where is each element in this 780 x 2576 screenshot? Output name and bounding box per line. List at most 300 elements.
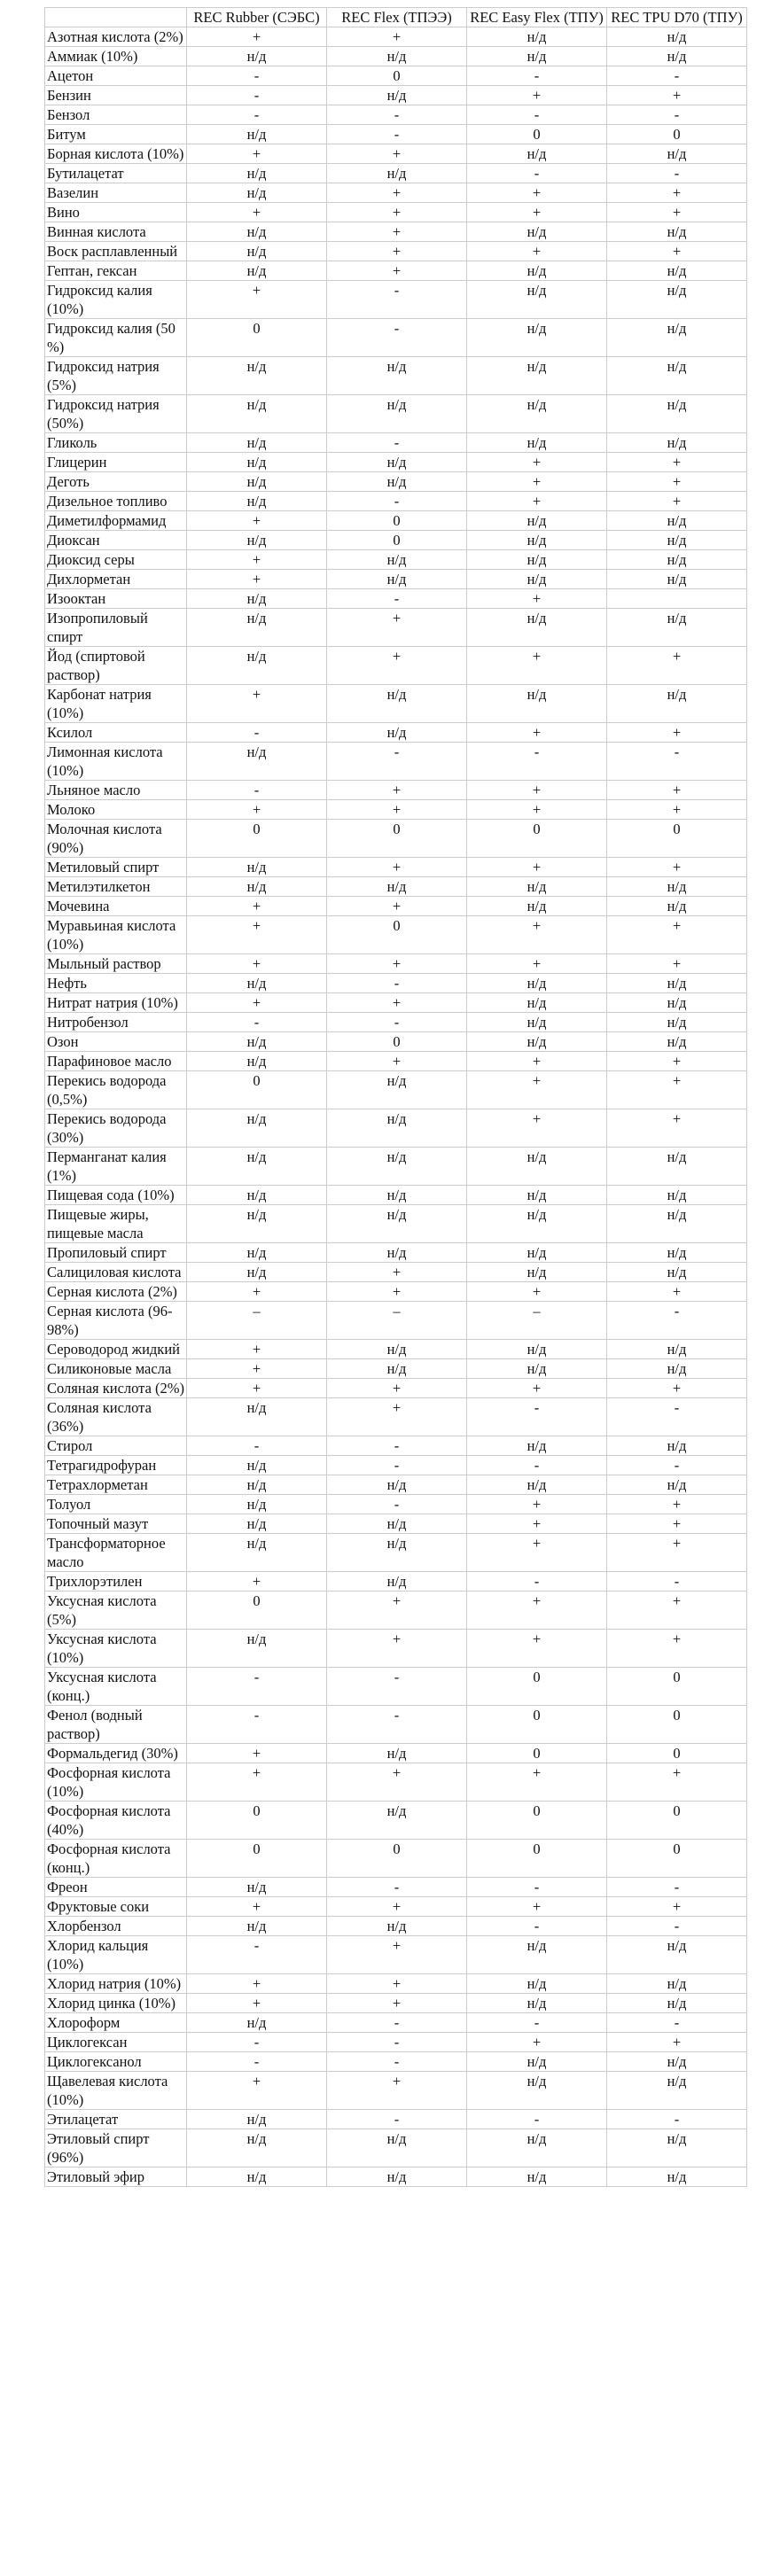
resistance-value: + (187, 570, 327, 589)
resistance-value: н/д (327, 1148, 467, 1186)
table-row (45, 1205, 747, 1243)
table-row (45, 1148, 747, 1186)
substance-name: Озон (45, 1032, 187, 1052)
substance-name: Молоко (45, 800, 187, 820)
resistance-value: н/д (187, 858, 327, 877)
substance-name: Циклогексанол (45, 2052, 187, 2072)
table-row (45, 27, 747, 47)
substance-name: Азотная кислота (2%) (45, 27, 187, 47)
substance-name: Ксилол (45, 723, 187, 743)
substance-name: Этиловый эфир (45, 2167, 187, 2187)
substance-name: Хлороформ (45, 2013, 187, 2033)
table-row (45, 800, 747, 820)
resistance-value: + (607, 86, 747, 105)
resistance-value: н/д (187, 647, 327, 685)
resistance-value: + (607, 723, 747, 743)
resistance-value: - (327, 281, 467, 319)
resistance-value: н/д (467, 2072, 607, 2110)
resistance-value: + (467, 1534, 607, 1572)
resistance-value: 0 (187, 1802, 327, 1840)
substance-name: Силиконовые масла (45, 1359, 187, 1379)
substance-name: Фосфорная кислота (10%) (45, 1763, 187, 1802)
substance-name: Соляная кислота (2%) (45, 1379, 187, 1398)
resistance-value: н/д (607, 281, 747, 319)
resistance-value: + (327, 1398, 467, 1436)
table-row (45, 2167, 747, 2187)
table-body (45, 27, 747, 2187)
table-row (45, 1032, 747, 1052)
resistance-value: н/д (187, 1630, 327, 1668)
substance-name: Щавелевая кислота (10%) (45, 2072, 187, 2110)
resistance-value: н/д (327, 2167, 467, 2187)
resistance-value: - (607, 105, 747, 125)
substance-name: Трихлорэтилен (45, 1572, 187, 1592)
resistance-value: н/д (467, 27, 607, 47)
resistance-value: + (467, 453, 607, 472)
resistance-value: н/д (607, 993, 747, 1013)
substance-name: Сероводород жидкий (45, 1340, 187, 1359)
table-row (45, 1706, 747, 1744)
resistance-value: - (327, 125, 467, 144)
resistance-value: + (327, 1974, 467, 1994)
resistance-value: – (327, 1302, 467, 1340)
table-row (45, 1359, 747, 1379)
resistance-value: н/д (467, 2052, 607, 2072)
resistance-value: н/д (187, 453, 327, 472)
substance-name: Фенол (водный раствор) (45, 1706, 187, 1744)
resistance-value: + (467, 242, 607, 261)
resistance-value: н/д (327, 2129, 467, 2167)
resistance-value: + (467, 858, 607, 877)
resistance-value: н/д (467, 281, 607, 319)
resistance-value: + (187, 1379, 327, 1398)
resistance-value: + (607, 1630, 747, 1668)
resistance-value: н/д (187, 183, 327, 203)
resistance-value: + (327, 993, 467, 1013)
resistance-value: н/д (187, 242, 327, 261)
resistance-value: + (187, 144, 327, 164)
resistance-value: - (467, 2013, 607, 2033)
resistance-value: + (467, 1379, 607, 1398)
resistance-value: н/д (187, 609, 327, 647)
table-row (45, 1744, 747, 1763)
resistance-value: - (607, 1878, 747, 1897)
resistance-value: + (327, 858, 467, 877)
resistance-value: 0 (607, 820, 747, 858)
resistance-value: н/д (467, 2129, 607, 2167)
resistance-value: н/д (327, 1359, 467, 1379)
table-row (45, 1572, 747, 1592)
resistance-value: + (187, 993, 327, 1013)
substance-name: Диметилформамид (45, 511, 187, 531)
resistance-value: 0 (327, 531, 467, 550)
resistance-value: + (607, 492, 747, 511)
resistance-value: - (467, 1572, 607, 1592)
resistance-value: + (607, 1514, 747, 1534)
table-row (45, 453, 747, 472)
resistance-value: н/д (467, 1340, 607, 1359)
resistance-value: - (327, 492, 467, 511)
substance-name: Аммиак (10%) (45, 47, 187, 66)
resistance-value: н/д (607, 550, 747, 570)
resistance-value: 0 (187, 1592, 327, 1630)
resistance-value: н/д (607, 395, 747, 433)
table-row (45, 261, 747, 281)
table-row (45, 1398, 747, 1436)
substance-name: Пропиловый спирт (45, 1243, 187, 1263)
resistance-value: + (327, 647, 467, 685)
resistance-value: - (607, 1302, 747, 1340)
resistance-value: + (327, 1994, 467, 2013)
table-row (45, 1840, 747, 1878)
table-row (45, 395, 747, 433)
table-row (45, 1668, 747, 1706)
resistance-value: 0 (467, 1802, 607, 1840)
resistance-value: н/д (187, 125, 327, 144)
resistance-value: + (327, 1263, 467, 1282)
resistance-value: + (607, 2033, 747, 2052)
resistance-value: + (187, 1897, 327, 1917)
resistance-value: 0 (327, 511, 467, 531)
resistance-value: 0 (467, 1744, 607, 1763)
substance-name: Фруктовые соки (45, 1897, 187, 1917)
substance-name: Мочевина (45, 897, 187, 916)
table-row (45, 203, 747, 222)
substance-name: Винная кислота (45, 222, 187, 242)
substance-name: Толуол (45, 1495, 187, 1514)
resistance-value: + (467, 1109, 607, 1148)
substance-name: Ацетон (45, 66, 187, 86)
resistance-value: н/д (467, 877, 607, 897)
substance-name: Тетрахлорметан (45, 1475, 187, 1495)
resistance-value: н/д (607, 144, 747, 164)
table-row (45, 877, 747, 897)
table-row (45, 1109, 747, 1148)
table-row (45, 550, 747, 570)
table-row (45, 1052, 747, 1071)
resistance-value: н/д (187, 1534, 327, 1572)
resistance-value: 0 (607, 1840, 747, 1878)
resistance-value: 0 (467, 1706, 607, 1744)
table-row (45, 1592, 747, 1630)
resistance-value: н/д (187, 433, 327, 453)
resistance-value: + (187, 1340, 327, 1359)
resistance-value: - (327, 974, 467, 993)
table-row (45, 1436, 747, 1456)
resistance-value: 0 (187, 1840, 327, 1878)
resistance-value: - (607, 2013, 747, 2033)
resistance-value: н/д (187, 1148, 327, 1186)
resistance-value: + (467, 723, 607, 743)
substance-name: Нитрат натрия (10%) (45, 993, 187, 1013)
resistance-value: 0 (467, 820, 607, 858)
resistance-value: - (327, 1668, 467, 1706)
resistance-value: н/д (607, 897, 747, 916)
resistance-value: + (327, 800, 467, 820)
resistance-value: - (467, 164, 607, 183)
resistance-value: 0 (467, 125, 607, 144)
resistance-value: - (187, 1668, 327, 1706)
resistance-value: + (467, 1495, 607, 1514)
resistance-value: + (467, 86, 607, 105)
substance-name: Воск расплавленный (45, 242, 187, 261)
table-row (45, 1302, 747, 1340)
resistance-value: н/д (327, 472, 467, 492)
substance-name: Перманганат калия (1%) (45, 1148, 187, 1186)
resistance-value: + (187, 2072, 327, 2110)
resistance-value: - (467, 1398, 607, 1436)
resistance-value: н/д (327, 723, 467, 743)
table-row (45, 433, 747, 453)
resistance-value: - (467, 1917, 607, 1936)
resistance-value: н/д (467, 222, 607, 242)
substance-name: Хлорбензол (45, 1917, 187, 1936)
resistance-value: - (327, 319, 467, 357)
resistance-value: + (327, 203, 467, 222)
substance-name: Хлорид кальция (10%) (45, 1936, 187, 1974)
resistance-value: + (327, 2072, 467, 2110)
resistance-value: + (187, 1744, 327, 1763)
resistance-value: н/д (187, 974, 327, 993)
resistance-value: + (327, 1282, 467, 1302)
resistance-value: н/д (607, 222, 747, 242)
resistance-value: + (467, 2033, 607, 2052)
substance-name: Гидроксид калия (50 %) (45, 319, 187, 357)
resistance-value: н/д (467, 1186, 607, 1205)
resistance-value: н/д (607, 27, 747, 47)
resistance-value: - (187, 1936, 327, 1974)
resistance-value: - (327, 743, 467, 781)
substance-name: Фосфорная кислота (конц.) (45, 1840, 187, 1878)
resistance-value: 0 (327, 1032, 467, 1052)
resistance-value: н/д (187, 222, 327, 242)
substance-name: Тетрагидрофуран (45, 1456, 187, 1475)
resistance-value: + (467, 954, 607, 974)
resistance-value: н/д (607, 609, 747, 647)
table-header (45, 8, 747, 27)
resistance-value: н/д (187, 1514, 327, 1534)
resistance-value: н/д (607, 1032, 747, 1052)
resistance-value: н/д (467, 47, 607, 66)
table-row (45, 781, 747, 800)
resistance-value: + (467, 492, 607, 511)
resistance-value: - (607, 743, 747, 781)
resistance-value: н/д (187, 261, 327, 281)
substance-name: Гидроксид натрия (5%) (45, 357, 187, 395)
resistance-value: + (607, 781, 747, 800)
resistance-value: + (187, 685, 327, 723)
resistance-value: + (467, 1763, 607, 1802)
resistance-value: + (327, 1897, 467, 1917)
substance-name: Нефть (45, 974, 187, 993)
resistance-value: н/д (187, 1917, 327, 1936)
resistance-value: + (467, 1630, 607, 1668)
resistance-value: н/д (327, 685, 467, 723)
resistance-value: + (607, 916, 747, 954)
resistance-value: н/д (187, 1186, 327, 1205)
resistance-value: н/д (187, 1205, 327, 1243)
resistance-value: + (187, 511, 327, 531)
table-row (45, 1456, 747, 1475)
substance-name: Борная кислота (10%) (45, 144, 187, 164)
resistance-value: + (467, 203, 607, 222)
resistance-value: н/д (467, 433, 607, 453)
table-row (45, 1897, 747, 1917)
resistance-value: + (327, 1936, 467, 1974)
resistance-value: + (607, 203, 747, 222)
resistance-value: + (607, 453, 747, 472)
resistance-value: + (467, 916, 607, 954)
resistance-value: н/д (467, 685, 607, 723)
table-row (45, 1917, 747, 1936)
substance-name: Серная кислота (96-98%) (45, 1302, 187, 1340)
substance-name: Муравьиная кислота (10%) (45, 916, 187, 954)
resistance-value: + (327, 609, 467, 647)
resistance-value: н/д (187, 1878, 327, 1897)
resistance-value: н/д (607, 1340, 747, 1359)
table-row (45, 1630, 747, 1668)
resistance-value: н/д (607, 685, 747, 723)
substance-name: Пищевая сода (10%) (45, 1186, 187, 1205)
resistance-value: - (187, 1706, 327, 1744)
resistance-value: - (467, 1456, 607, 1475)
table-row (45, 1013, 747, 1032)
resistance-value: н/д (467, 395, 607, 433)
resistance-value: + (607, 1495, 747, 1514)
header-cell-material-1: REC Rubber (СЭБС) (187, 8, 327, 27)
substance-name: Бутилацетат (45, 164, 187, 183)
table-row (45, 531, 747, 550)
resistance-value: + (607, 800, 747, 820)
resistance-value: н/д (607, 1186, 747, 1205)
resistance-value: н/д (607, 1936, 747, 1974)
table-row (45, 820, 747, 858)
resistance-value: н/д (327, 550, 467, 570)
resistance-value: - (467, 1878, 607, 1897)
resistance-value: - (327, 433, 467, 453)
resistance-value: н/д (327, 1475, 467, 1495)
table-row (45, 183, 747, 203)
resistance-value: + (467, 1897, 607, 1917)
resistance-value: - (327, 1013, 467, 1032)
resistance-value: н/д (607, 1243, 747, 1263)
table-row (45, 1936, 747, 1974)
resistance-value: н/д (327, 1243, 467, 1263)
table-row (45, 858, 747, 877)
header-cell-material-2: REC Flex (ТПЭЭ) (327, 8, 467, 27)
substance-name: Уксусная кислота (5%) (45, 1592, 187, 1630)
resistance-value: н/д (327, 1534, 467, 1572)
resistance-value: 0 (327, 916, 467, 954)
resistance-value: + (607, 1282, 747, 1302)
resistance-value: + (187, 1572, 327, 1592)
resistance-value: 0 (327, 1840, 467, 1878)
resistance-value: - (607, 1572, 747, 1592)
resistance-value: - (607, 1398, 747, 1436)
resistance-value: – (467, 1302, 607, 1340)
table-row (45, 1974, 747, 1994)
substance-name: Йод (спиртовой раствор) (45, 647, 187, 685)
substance-name: Диоксан (45, 531, 187, 550)
table-row (45, 357, 747, 395)
resistance-value: - (607, 1456, 747, 1475)
resistance-value: + (187, 550, 327, 570)
resistance-value: н/д (327, 1744, 467, 1763)
table-row (45, 954, 747, 974)
resistance-value: + (467, 183, 607, 203)
substance-name: Бензин (45, 86, 187, 105)
resistance-value: н/д (467, 1475, 607, 1495)
resistance-value: + (607, 858, 747, 877)
table-row (45, 1263, 747, 1282)
substance-name: Хлорид цинка (10%) (45, 1994, 187, 2013)
substance-name: Бензол (45, 105, 187, 125)
resistance-value: + (187, 916, 327, 954)
resistance-value: н/д (187, 47, 327, 66)
resistance-value: н/д (187, 1109, 327, 1148)
table-row (45, 2129, 747, 2167)
table-row (45, 105, 747, 125)
table-row (45, 1379, 747, 1398)
resistance-value: + (467, 1282, 607, 1302)
resistance-value: н/д (607, 570, 747, 589)
resistance-value: - (327, 589, 467, 609)
substance-name: Диоксид серы (45, 550, 187, 570)
substance-name: Уксусная кислота (конц.) (45, 1668, 187, 1706)
resistance-value: + (607, 472, 747, 492)
resistance-value: н/д (467, 357, 607, 395)
resistance-value: н/д (607, 357, 747, 395)
table-row (45, 1186, 747, 1205)
resistance-value: - (467, 743, 607, 781)
table-row (45, 1802, 747, 1840)
table-row (45, 281, 747, 319)
resistance-value: н/д (467, 1359, 607, 1379)
resistance-value: н/д (607, 2129, 747, 2167)
substance-name: Циклогексан (45, 2033, 187, 2052)
substance-name: Вино (45, 203, 187, 222)
resistance-value: н/д (467, 897, 607, 916)
resistance-value: - (467, 66, 607, 86)
resistance-value: + (327, 954, 467, 974)
resistance-value: + (607, 1763, 747, 1802)
resistance-value: – (187, 1302, 327, 1340)
resistance-value: н/д (467, 511, 607, 531)
chemical-resistance-table (44, 7, 747, 2187)
resistance-value: н/д (327, 1186, 467, 1205)
resistance-value: - (607, 66, 747, 86)
resistance-value: н/д (467, 261, 607, 281)
table-row (45, 897, 747, 916)
substance-name: Вазелин (45, 183, 187, 203)
resistance-value: - (327, 1878, 467, 1897)
resistance-value: + (327, 183, 467, 203)
resistance-value: н/д (187, 1495, 327, 1514)
substance-name: Трансформаторное масло (45, 1534, 187, 1572)
resistance-value: + (467, 589, 607, 609)
resistance-value: н/д (607, 1263, 747, 1282)
resistance-value: - (327, 1436, 467, 1456)
resistance-value: + (327, 27, 467, 47)
resistance-value: - (187, 1436, 327, 1456)
substance-name: Карбонат натрия (10%) (45, 685, 187, 723)
resistance-value: н/д (327, 86, 467, 105)
resistance-value: 0 (607, 1802, 747, 1840)
resistance-value: - (187, 723, 327, 743)
table-row (45, 974, 747, 993)
table-row (45, 1534, 747, 1572)
resistance-value: н/д (187, 589, 327, 609)
